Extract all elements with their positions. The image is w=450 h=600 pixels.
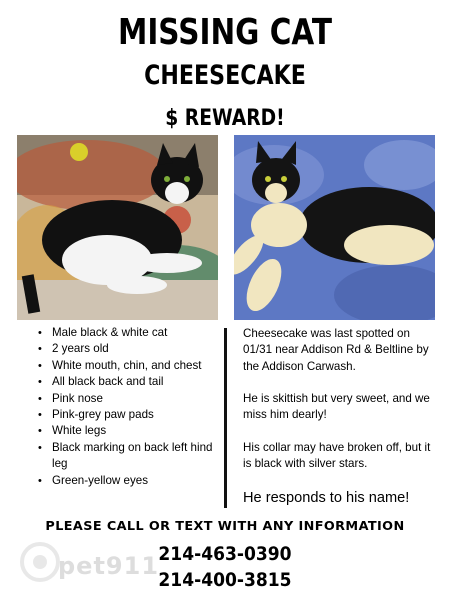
collar-text: His collar may have broken off, but it is black with silver stars. [243, 441, 431, 471]
cat-photo-blanket [234, 135, 435, 320]
list-item: • Green-yellow eyes [38, 473, 214, 489]
reward-heading: $ REWARD! [165, 106, 285, 131]
list-item: • Male black & white cat [38, 325, 214, 341]
column-divider [224, 328, 227, 508]
temperament-text: He is skittish but very sweet, and we miss him dearly! [243, 392, 430, 422]
list-item: • Pink-grey paw pads [38, 407, 214, 423]
list-item: • 2 years old [38, 341, 214, 357]
last-seen-text: Cheesecake was last spotted on 01/31 near Addison Rd & Beltline by the Addison Carwash. [243, 327, 429, 373]
cat-photo-rug [17, 135, 218, 320]
cat-description-list [38, 325, 214, 489]
list-item: • Black marking on back left hind leg [38, 440, 214, 473]
phone-number-1[interactable]: 214-463-0390 [158, 543, 292, 565]
list-item: • White legs [38, 423, 214, 439]
responds-text: He responds to his name! [243, 490, 410, 506]
watermark-text: pet911 [58, 552, 160, 580]
poster-title: MISSING CAT [117, 12, 333, 53]
phone-number-2[interactable]: 214-400-3815 [158, 569, 292, 591]
list-item: • Pink nose [38, 391, 214, 407]
cat-name: CHEESECAKE [144, 60, 306, 91]
contact-call-to-action: PLEASE CALL OR TEXT WITH ANY INFORMATION [45, 519, 405, 534]
list-item: • White mouth, chin, and chest [38, 358, 214, 374]
list-item: • All black back and tail [38, 374, 214, 390]
